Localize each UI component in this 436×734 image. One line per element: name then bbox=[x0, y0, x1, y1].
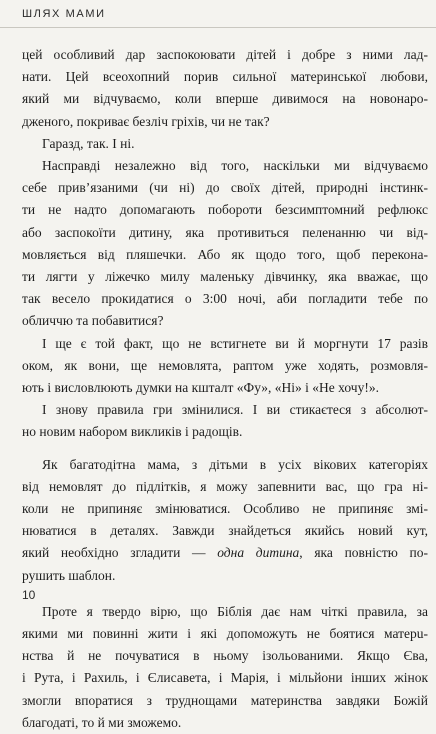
text-line: дженого, покриває безліч гріхів, чи не так? bbox=[22, 113, 270, 129]
paragraph bbox=[22, 44, 428, 133]
text-line: або заспокоїти дитину, яка противиться пеленанню чи від- bbox=[22, 224, 428, 240]
text-line: благодаті, то й ми зможемо. bbox=[22, 714, 182, 730]
text-line: Насправді незалежно від того, наскільки ми відчуваємо bbox=[42, 158, 428, 174]
text-line: ють і висловлюють думки на кшталт «Фу», «Ні» і «Не хочу!». bbox=[22, 380, 379, 396]
text-line: ти не надто допомагають побороти безсимптомний рефлюкс bbox=[22, 202, 428, 218]
text-line: так весело прокидатися о 3:00 ночі, аби погладити тебе по bbox=[22, 291, 428, 307]
text-line: нства й не почуватися в ньому ізольованими. Якщо Єва, bbox=[22, 648, 428, 664]
text-line: обличчю та побавитися? bbox=[22, 313, 164, 329]
body-text bbox=[22, 44, 428, 734]
text-line: коли не припиняє змінюватися. Особливо не припиняє змі- bbox=[22, 501, 428, 517]
text-line: ти лягти у ліжечко милу маленьку дівчинку, яка вважає, що bbox=[22, 269, 428, 285]
text-line: від немовлят до підлітків, я можу запевнити вас, що гра ні- bbox=[22, 478, 428, 494]
text-fragment: , яка повністю по- bbox=[299, 545, 429, 561]
text-fragment: рушить bbox=[22, 567, 69, 583]
text-fragment: який необхідно згладити — bbox=[22, 545, 218, 561]
running-header: ШЛЯХ МАМИ bbox=[22, 8, 106, 20]
text-line: себе прив’язаними (чи ні) до своїх дітей, природні інстинк- bbox=[22, 180, 428, 196]
header-rule bbox=[0, 27, 436, 28]
text-line bbox=[22, 565, 428, 587]
text-line: Як багатодітна мама, з дітьми в усіх вікових категоріях bbox=[42, 456, 428, 472]
text-fragment: шаблон. bbox=[68, 567, 116, 583]
text-line: І ще є той факт, що не встигнете ви й моргнути 17 разів bbox=[42, 335, 428, 351]
paragraph bbox=[22, 454, 428, 587]
text-line: якими ми повинні жити і які допоможуть не боятися матерu- bbox=[22, 626, 428, 642]
text-line: нати. Цей всеохопний порив сильної материнської любови, bbox=[22, 69, 428, 85]
text-line: оком, як вони, ще немовлята, раптом уже ходять, розмовля- bbox=[22, 357, 428, 373]
text-line: цей особливий дар заспокоювати дітей і добре з ними лад- bbox=[22, 47, 428, 62]
text-line: і Рута, і Рахиль, і Єлисавета, і Марія, і мільйони інших жінок bbox=[22, 670, 428, 686]
text-line: І знову правила гри змінилися. І ви стикаєтеся з абсолют- bbox=[42, 402, 428, 418]
text-line: Проте я твердо вірю, що Біблія дає нам чіткі правила, за bbox=[42, 603, 428, 619]
text-line bbox=[22, 542, 428, 564]
text-line: нюватися в деталях. Завжди знайдеться якийсь новий кут, bbox=[22, 523, 428, 539]
text-line: мовляється від пляшечки. Або як щодо того, щоб переконa- bbox=[22, 246, 428, 262]
text-line: Гаразд, так. І ні. bbox=[42, 135, 135, 151]
text-line: який ми відчуваємо, коли вперше дивимося на новонаро- bbox=[22, 91, 428, 107]
paragraph bbox=[22, 399, 428, 443]
paragraph bbox=[22, 133, 428, 155]
paragraph bbox=[22, 333, 428, 400]
text-line: но новим набором викликів і радощів. bbox=[22, 424, 243, 440]
paragraph bbox=[22, 155, 428, 333]
italic-phrase: одна дитина bbox=[217, 545, 300, 561]
text-line: змогли впоратися з труднощами материнства завдяки Божій bbox=[22, 692, 428, 708]
page-number: 10 bbox=[22, 588, 36, 602]
paragraph bbox=[22, 601, 428, 734]
